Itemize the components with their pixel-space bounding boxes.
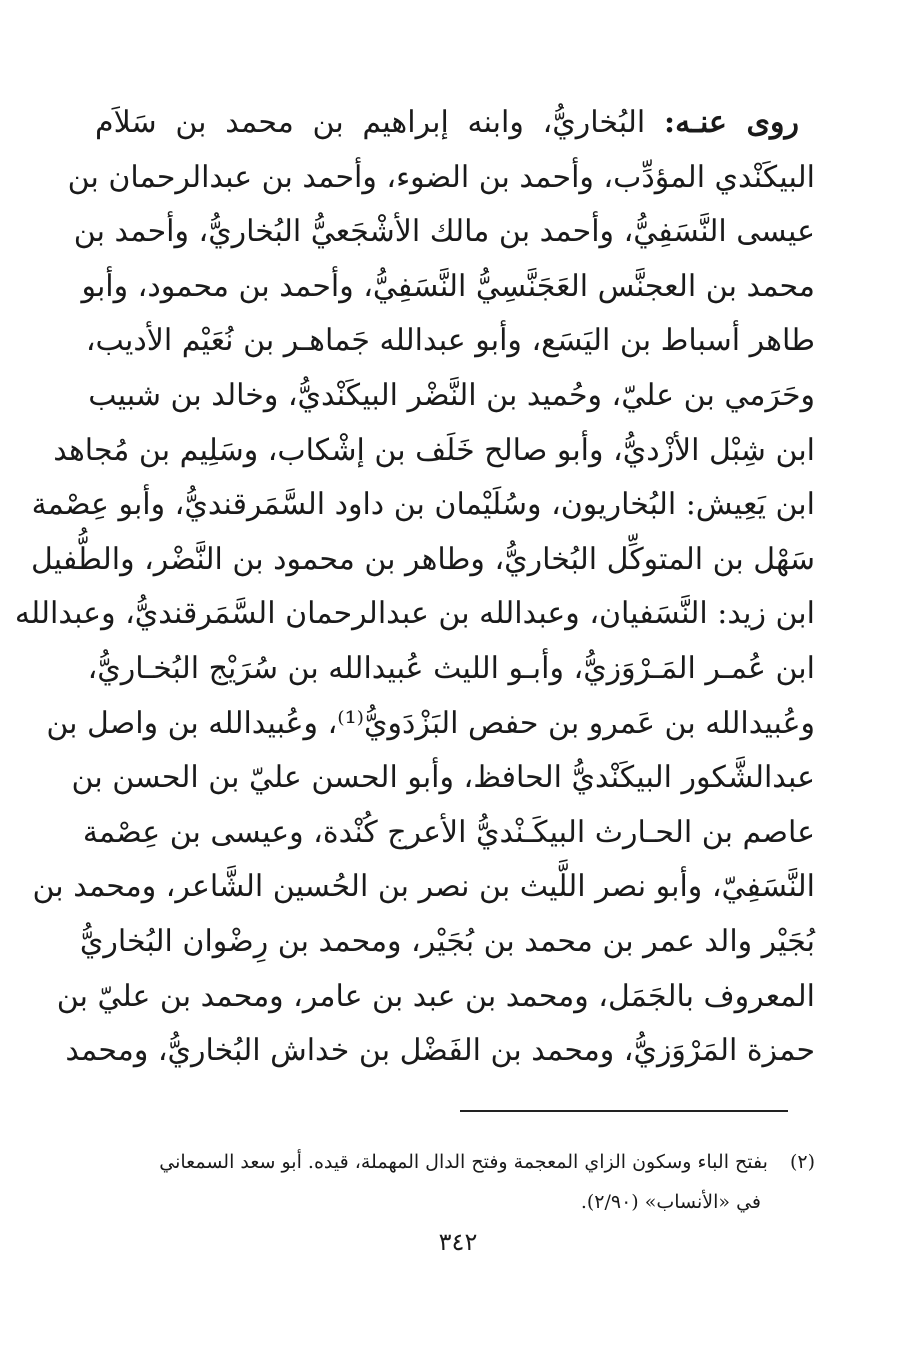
text-line: بُجَيْر والد عمر بن محمد بن بُجَيْر، ومحمد بن رِضْوان البُخاريُّ bbox=[79, 923, 815, 959]
text-line: محمد بن العجنَّس العَجَنَّسِيُّ النَّسَفِيُّ، وأحمد بن محمود، وأبو bbox=[81, 268, 815, 304]
footnote-line bbox=[100, 1142, 815, 1182]
text-line: حمزة المَرْوَزيُّ، ومحمد بن الفَضْل بن خداش البُخاريُّ، ومحمد bbox=[65, 1033, 815, 1069]
text-line: سَهْل بن المتوكِّل البُخاريُّ، وطاهر بن محمود بن النَّضْر، والطُّفيل bbox=[31, 541, 815, 577]
lead-label: روى عنـه: bbox=[664, 105, 799, 140]
footnote-number: (٢) bbox=[789, 1151, 815, 1173]
footnote bbox=[100, 1142, 815, 1222]
text-line: ابن يَعِيش: البُخاريون، وسُلَيْمان بن داود السَّمَرقنديُّ، وأبو عِصْمة bbox=[31, 487, 815, 523]
text-line: النَّسَفِيّ، وأبو نصر اللَّيث بن نصر بن الحُسين الشَّاعر، ومحمد بن bbox=[32, 869, 815, 905]
text-line: وعُبيدالله بن عَمرو بن حفص البَزْدَويُّ⁽¹⁾، وعُبيدالله بن واصل بن bbox=[46, 705, 815, 741]
text-line: ابن شِبْل الأزْديُّ، وأبو صالح خَلَف بن إشْكاب، وسَلِيم بن مُجاهد bbox=[53, 432, 815, 468]
text-line: المعروف بالجَمَل، ومحمد بن عبد بن عامر، ومحمد بن عليّ بن bbox=[56, 978, 815, 1014]
text-line: عيسى النَّسَفِيُّ، وأحمد بن مالك الأشْجَعيُّ البُخاريُّ، وأحمد بن bbox=[73, 214, 815, 250]
text-line: عاصم بن الحـارث البيكَـنْديُّ الأعرج كُنْدة، وعيسى بن عِصْمة bbox=[82, 814, 815, 850]
main-text bbox=[14, 96, 815, 1079]
footnote-divider bbox=[460, 1110, 788, 1112]
page-number: ٣٤٢ bbox=[438, 1228, 478, 1256]
text-line: وحَرَمي بن عليّ، وحُميد بن النَّضْر البيكَنْديُّ، وخالد بن شبيب bbox=[88, 377, 815, 413]
text-line: ابن زيد: النَّسَفيان، وعبدالله بن عبدالرحمان السَّمَرقنديُّ، وعبدالله bbox=[14, 596, 815, 632]
text-line bbox=[95, 96, 815, 151]
text-line: البيكَنْدي المؤدِّب، وأحمد بن الضوء، وأحمد بن عبدالرحمان بن bbox=[67, 159, 815, 195]
text-line: ابن عُمـر المَـرْوَزيُّ، وأبـو الليث عُبيدالله بن سُرَيْج البُخـاريُّ، bbox=[87, 650, 815, 686]
text-line: عبدالشَّكور البيكَنْديُّ الحافظ، وأبو الحسن عليّ بن الحسن بن bbox=[71, 760, 815, 796]
text-line: طاهر أسباط بن اليَسَع، وأبو عبدالله جَماهـر بن نُعَيْم الأديب، bbox=[85, 323, 815, 359]
first-line-rest: البُخاريُّ، وابنه إبراهيم بن محمد بن سَلاَم bbox=[95, 105, 646, 140]
footnote-line: في «الأنساب» (٢/٩٠). bbox=[580, 1191, 761, 1213]
footnote-text: بفتح الباء وسكون الزاي المعجمة وفتح الدال المهملة، قيده. أبو سعد السمعاني bbox=[159, 1151, 768, 1173]
